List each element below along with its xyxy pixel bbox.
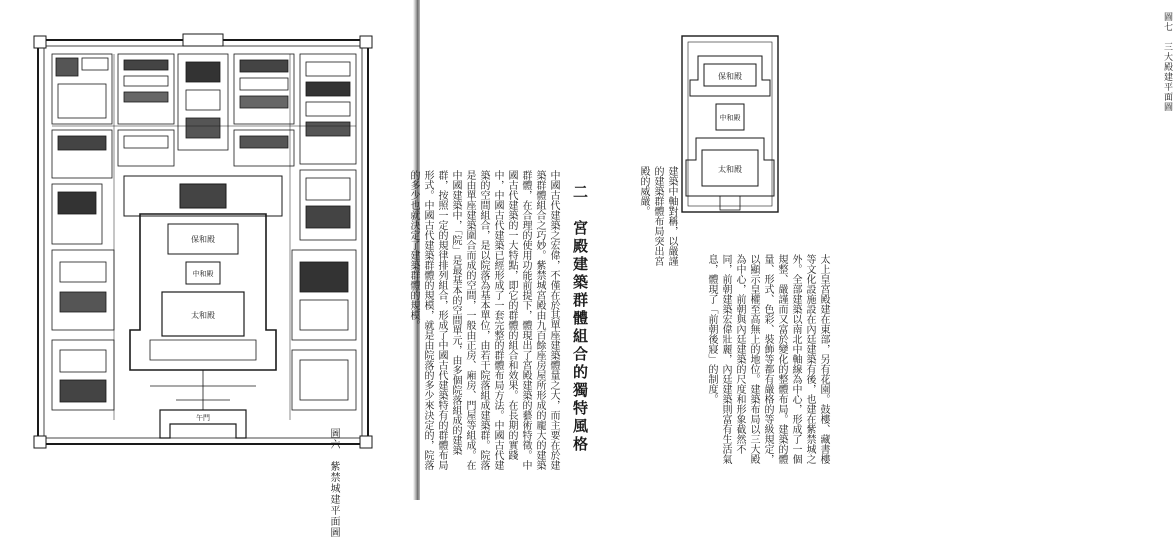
map-label-zhonghe-hall: 中和殿: [192, 270, 214, 278]
map-label-meridian-gate: 午門: [196, 414, 210, 422]
hall-plan-label-taihe: 太和殿: [718, 165, 742, 174]
map-label-taihe-hall: 太和殿: [191, 311, 215, 320]
right-page: [408, 0, 1172, 500]
figure-7-caption: 圖七 三大殿建平面圖: [1162, 12, 1172, 112]
figure-6-caption: 圖六 紫禁城建平面圖: [328, 428, 339, 538]
hall-plan-label-zhonghe: 中和殿: [719, 114, 741, 122]
main-body-text: 中國古代建築之宏偉，不僅在於其單座建築體量之大，而主要在於建築群體組合之巧妙。紫禁城宮殿由九百餘座房屋所形成的龐大的建築群體，在合理的使用功能前提下，體現出了宮殿建築的藝術特徵。中國古代建築的一大特點，即它的群體的組合和效果。在長期的實踐中，中國古代建築已經形成了一套完整的群體布局方法。中國古代建築的空間組合，是以院落為基本單位，由若干院落組成建築群。院落是由單座建築圍合而成的空間，一般由正房、廂房、門屋等組成。在中國建築中，「院」是最基本的空間單元，由多個院落組成的建築群，按照一定的規律排列組合，形成了中國古代建築特有的群體布局形式。中國古代建築群體的規模，就是由院落的多少來決定的，院落的多少也就決定了建築群體的規模。: [408, 170, 559, 470]
top-body-text: 太上皇宮殿建在東部，另有花園。鼓樓、藏書樓等文化設施設在內廷建築有後，也建在紫禁城之外。全部建築以南北中軸線為中心，形成了一個規整、嚴謹而又富於變化的整體布局。建築的體量、形式、色彩、裝飾等都有嚴格的等級規定，以顯示皇權至高無上的地位。建築布局以三大殿為中心，前朝與內廷建築的尺度和形象截然不同，前朝建築宏偉壯麗，內廷建築則富有生活氣息，體現了「前朝後寢」的制度。: [706, 254, 829, 464]
left-page: [0, 0, 414, 538]
map-label-baohe-hall: 保和殿: [191, 235, 215, 244]
hall-plan-label-baohe: 保和殿: [718, 72, 742, 81]
figure-note-text: 建築中軸對稱，以嚴謹的建築群體布局突出宮殿的威嚴。: [638, 166, 677, 266]
forbidden-city-plan-map: [0, 0, 414, 500]
section-title: 二 宮殿建築群體組合的獨特風格: [571, 184, 589, 454]
